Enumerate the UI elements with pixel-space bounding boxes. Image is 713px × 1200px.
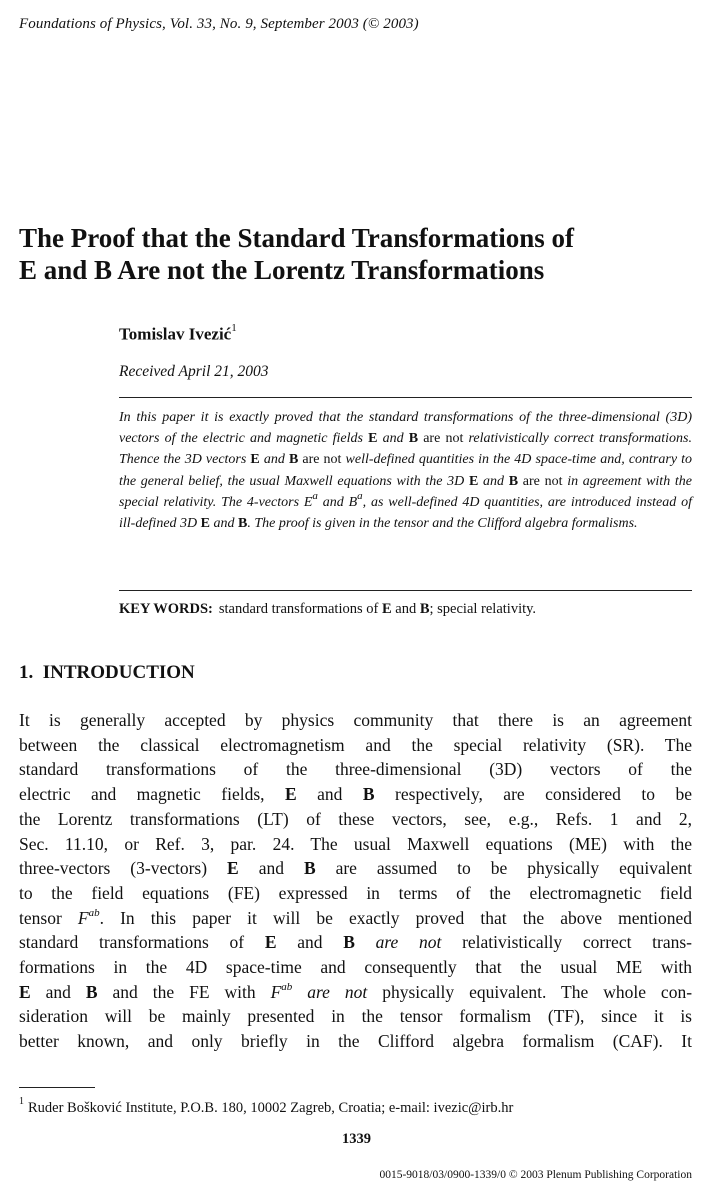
introduction-text [19, 708, 692, 1054]
author [119, 324, 237, 345]
body-line: the Lorentz transformations (LT) of these vectors, see, e.g., Refs. 1 and 2, [19, 808, 692, 829]
footnote [19, 1098, 513, 1117]
body-line: standard transformations of the three-dimensional (3D) vectors of the [19, 759, 692, 780]
footnote-text: Ruder Bošković Institute, P.O.B. 180, 10002 Zagreb, Croatia; e-mail: ivezic@irb.hr [28, 1099, 514, 1116]
body-line: better known, and only briefly in the Clifford algebra formalism (CAF). It [19, 1031, 692, 1052]
publisher-imprint: 0015-9018/03/0900-1339/0 © 2003 Plenum Publishing Corporation [379, 1169, 692, 1181]
body-line: tensor $F^{ab}$. In this paper it will be exactly proved that the above mentioned [19, 906, 692, 928]
keywords: KEY WORDS: standard transformations of E and B; special relativity. [119, 601, 537, 617]
section-heading: 1. INTRODUCTION [19, 662, 195, 683]
paper-title [19, 222, 699, 286]
footnote-rule [19, 1087, 95, 1088]
page-number: 1339 [342, 1131, 371, 1147]
title-line-1: The Proof that the Standard Transformations of [19, 223, 575, 253]
body-line: Sec. 11.10, or Ref. 3, par. 24. The usual Maxwell equations (ME) with the [19, 833, 692, 854]
body-line: three-vectors (3-vectors) E and B are assumed to be physically equivalent [19, 858, 692, 879]
received-date: Received April 21, 2003 [119, 363, 269, 380]
body-line: electric and magnetic fields, E and B respectively, are considered to be [19, 784, 692, 805]
keywords-label: KEY WORDS: [119, 601, 213, 617]
body-line: It is generally accepted by physics community that there is an agreement [19, 710, 692, 730]
body-line: between the classical electromagnetism and the special relativity (SR). The [19, 734, 692, 755]
body-line: sideration will be mainly presented in the tensor formalism (TF), since it is [19, 1006, 692, 1027]
title-line-2: E and B Are not the Lorentz Transformations [19, 255, 545, 285]
abstract: In this paper it is exactly proved that the standard transformations of the three-dimensional (3D) vectors of the electric and magnetic fields E and B are not relativistically correct transformations. Thence the 3D vectors E and B are not well-defined quantities in the 4D space-time and, contrary to the general belief, the usual Maxwell equations with the 3D E and B are not in agreement with the special relativity. The 4-vectors $E^a$ and $B^a$, as well-defined 4D quantities, are introduced instead of ill-defined 3D E and B. The proof is given in the tensor and the Clifford algebra formalisms. [119, 410, 693, 532]
body-line: E and B and the FE with $F^{ab}$ are not physically equivalent. The whole con- [19, 980, 693, 1002]
body-line: formations in the 4D space-time and consequently that the usual ME with [19, 957, 692, 978]
author-footnote-mark: 1 [231, 322, 237, 334]
author-name: Tomislav Ivezić [119, 324, 232, 344]
abstract-bottom-rule [119, 590, 692, 591]
body-line: to the field equations (FE) expressed in terms of the electromagnetic field [19, 882, 692, 903]
running-head: Foundations of Physics, Vol. 33, No. 9, September 2003 (© 2003) [19, 16, 419, 32]
abstract-top-rule [119, 397, 692, 398]
body-line: standard transformations of E and B are not relativistically correct trans- [19, 932, 692, 953]
footnote-mark: 1 [19, 1096, 24, 1107]
